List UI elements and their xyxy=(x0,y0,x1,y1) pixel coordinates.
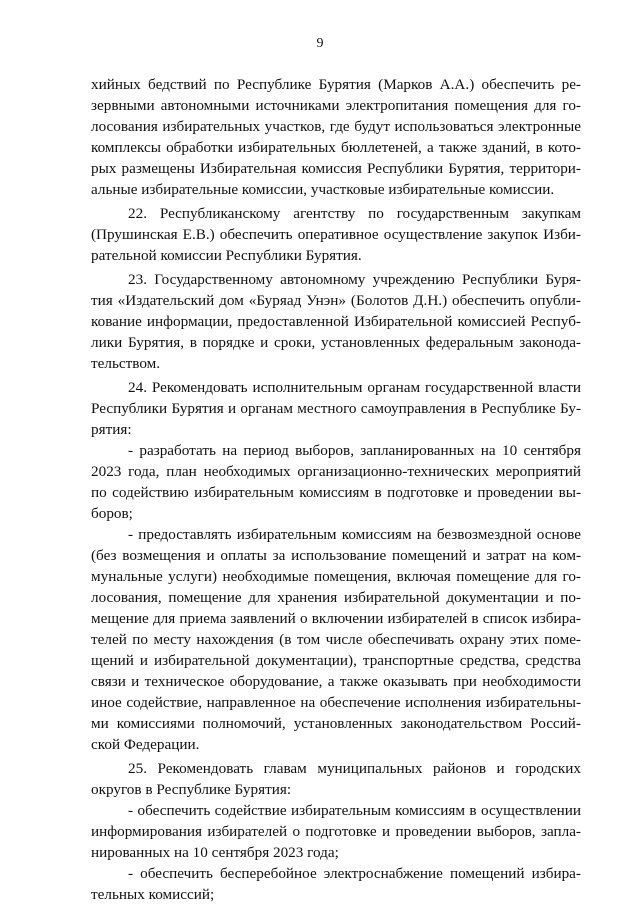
text-line: округов в Республике Бурятия: xyxy=(91,781,292,798)
text-line: по содействию избирательным комиссиям в подготовке и проведении вы- xyxy=(91,484,581,501)
text-line: лосования избирательных участков, где будут использоваться электронные xyxy=(91,118,581,135)
text-line: боров; xyxy=(91,505,133,522)
text-line: комплексы обработки избирательных бюллетеней, а также зданий, в кото- xyxy=(91,139,581,156)
list-item-first-line: - предоставлять избирательным комиссиям на безвозмездной основе xyxy=(128,526,581,543)
text-line: тельством. xyxy=(91,355,161,372)
page-number: 9 xyxy=(316,36,324,51)
text-line: информирования избирателей о подготовке и проведении выборов, запла- xyxy=(91,823,581,840)
text-line: ской Федерации. xyxy=(91,736,200,753)
paragraph-23-first-line: 23. Государственному автономному учреждению Республики Буря- xyxy=(128,271,581,288)
list-item-first-line: - обеспечить содействие избирательным комиссиям в осуществлении xyxy=(128,802,581,819)
text-line: тельных комиссий; xyxy=(91,886,215,903)
text-line: лосования, помещение для хранения избирательной документации и по- xyxy=(91,589,581,606)
text-line: (без возмещения и оплаты за использование помещений и затрат на ком- xyxy=(91,547,581,564)
text-line: кование информации, предоставленной Избирательной комиссией Респуб- xyxy=(91,313,581,330)
text-line: тия «Издательский дом «Буряад Унэн» (Болотов Д.Н.) обеспечить опубли- xyxy=(91,292,581,309)
text-line: Республики Бурятия и органам местного самоуправления в Республике Бу- xyxy=(91,400,581,417)
text-line: телей по месту нахождения (в том числе обеспечивать охрану этих поме- xyxy=(91,631,581,648)
text-line: мунальные услуги) необходимые помещения, включая помещение для го- xyxy=(91,568,581,585)
text-line: щений и избирательной документации), транспортные средства, средства xyxy=(91,652,581,669)
text-line: 2023 года, план необходимых организационно-технических мероприятий xyxy=(91,463,581,480)
text-line: лики Бурятия, в порядке и сроки, установленных федеральным законода- xyxy=(91,334,581,351)
text-line: связи и техническое оборудование, а также оказывать при необходимости xyxy=(91,673,581,690)
text-line: ми комиссиями полномочий, установленных законодательством Россий- xyxy=(91,715,581,732)
text-line: нированных на 10 сентября 2023 года; xyxy=(91,844,339,861)
text-line: иное содействие, направленное на обеспечение исполнения избирательны- xyxy=(91,694,581,711)
text-line: мещение для приема заявлений о включении избирателей в список избира- xyxy=(91,610,581,627)
text-line: зервными автономными источниками электропитания помещения для го- xyxy=(91,97,581,114)
text-line: рятия: xyxy=(91,421,132,438)
text-line: (Прушинская Е.В.) обеспечить оперативное осуществление закупок Изби- xyxy=(91,226,581,243)
text-line: рых размещены Избирательная комиссия Республики Бурятия, территори- xyxy=(91,160,581,177)
paragraph-24-first-line: 24. Рекомендовать исполнительным органам государственной власти xyxy=(128,379,581,396)
list-item-first-line: - разработать на период выборов, запланированных на 10 сентября xyxy=(128,442,581,459)
text-line: рательной комиссии Республики Бурятия. xyxy=(91,247,362,264)
paragraph-22-first-line: 22. Республиканскому агентству по государственным закупкам xyxy=(128,205,581,222)
paragraph-25-first-line: 25. Рекомендовать главам муниципальных районов и городских xyxy=(128,760,581,777)
text-line: альные избирательные комиссии, участковые избирательные комиссии. xyxy=(91,181,555,198)
text-line: хийных бедствий по Республике Бурятия (Марков А.А.) обеспечить ре- xyxy=(91,76,581,93)
list-item-first-line: - обеспечить бесперебойное электроснабжение помещений избира- xyxy=(128,865,581,882)
